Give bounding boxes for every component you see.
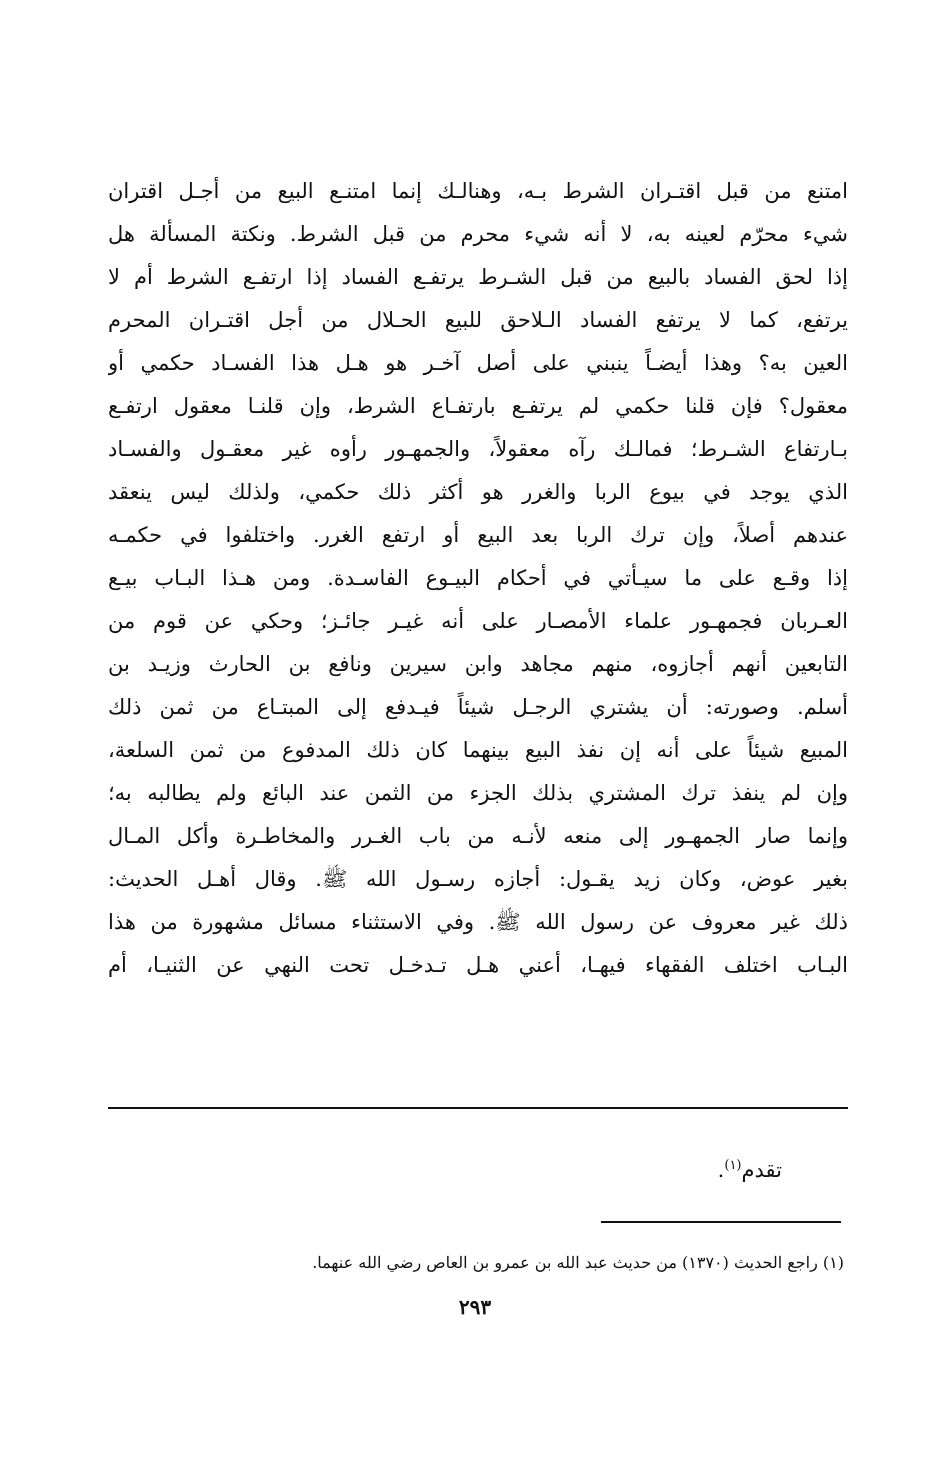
footnote-marker: (١) bbox=[724, 1158, 742, 1173]
carryover-period: . bbox=[717, 1158, 725, 1182]
text-line: ذلك غير معروف عن رسول الله ﷺ. وفي الاستثناء مسائل مشهورة من هذا bbox=[108, 910, 848, 934]
carryover-text: تقدم bbox=[741, 1158, 782, 1182]
text-line: الذي يوجد في بيوع الربا والغرر هو أكثر ذلك حكمي، ولذلك ليس ينعقد bbox=[108, 480, 848, 504]
text-line: وإنما صار الجمهـور إلى منعه لأنـه من باب الغـرر والمخاطـرة وأكل المـال bbox=[108, 824, 848, 848]
text-line: التابعين أنهم أجازوه، منهم مجاهد وابن سيرين ونافع بن الحارث وزيـد بن bbox=[108, 652, 848, 676]
text-line: وإن لم ينفذ ترك المشتري بذلك الجزء من الثمن عند البائع ولم يطالبه به؛ bbox=[108, 781, 848, 805]
text-line: البـاب اختلف الفقهاء فيهـا، أعني هـل تـدخـل تحت النهي عن الثنيـا، أم bbox=[108, 953, 848, 977]
footnote: (١) راجع الحديث (١٣٧٠) من حديث عبد الله بن عمرو بن العاص رضي الله عنهما. bbox=[312, 1253, 844, 1272]
text-line: العين به؟ وهذا أيضـاً ينبني على أصل آخـر هو هـل هذا الفسـاد حكمي أو bbox=[108, 351, 848, 375]
text-line: عندهم أصلاً، وإن ترك الربا بعد البيع أو ارتفع الغرر. واختلفوا في حكمـه bbox=[108, 523, 848, 547]
main-text-divider bbox=[108, 1107, 848, 1109]
text-line: أسلم. وصورته: أن يشتري الرجـل شيئاً فيـدفع إلى المبتـاع من ثمن ذلك bbox=[108, 695, 848, 719]
text-line: بغير عوض، وكان زيد يقـول: أجازه رسـول الله ﷺ. وقال أهـل الحديث: bbox=[108, 867, 848, 891]
text-line: العـربان فجمهـور علماء الأمصـار على أنه غيـر جائـز؛ وحكي عن قوم من bbox=[108, 609, 848, 633]
text-line: بـارتفاع الشـرط؛ فمالـك رآه معقولاً، والجمهـور رأوه غير معقـول والفسـاد bbox=[108, 437, 848, 461]
text-line: المبيع شيئاً على أنه إن نفذ البيع بينهما كان ذلك المدفوع من ثمن السلعة، bbox=[108, 738, 848, 762]
footnote-area-carryover bbox=[718, 1146, 782, 1190]
text-line: معقول؟ فإن قلنا حكمي لم يرتفـع بارتفـاع الشرط، وإن قلنـا معقول ارتفـع bbox=[108, 394, 848, 418]
text-line: إذا لحق الفساد بالبيع من قبل الشـرط يرتفـع الفساد إذا ارتفـع الشرط أم لا bbox=[108, 265, 848, 289]
text-line: شيء محرّم لعينه به، لا أنه شيء محرم من قبل الشرط. ونكتة المسألة هل bbox=[108, 222, 848, 246]
main-text-block bbox=[108, 170, 848, 987]
page-number: ٢٩٣ bbox=[458, 1295, 492, 1319]
text-line: امتنع من قبل اقتـران الشرط بـه، وهنالـك إنما امتنـع البيع من أجـل اقتران bbox=[108, 179, 848, 203]
footnote-divider bbox=[601, 1221, 841, 1223]
text-line: إذا وقـع على ما سيـأتي في أحكام البيـوع الفاسـدة. ومن هـذا البـاب بيـع bbox=[108, 566, 848, 590]
text-line: يرتفع، كما لا يرتفع الفساد الـلاحق للبيع الحـلال من أجل اقتـران المحرم bbox=[108, 308, 848, 332]
